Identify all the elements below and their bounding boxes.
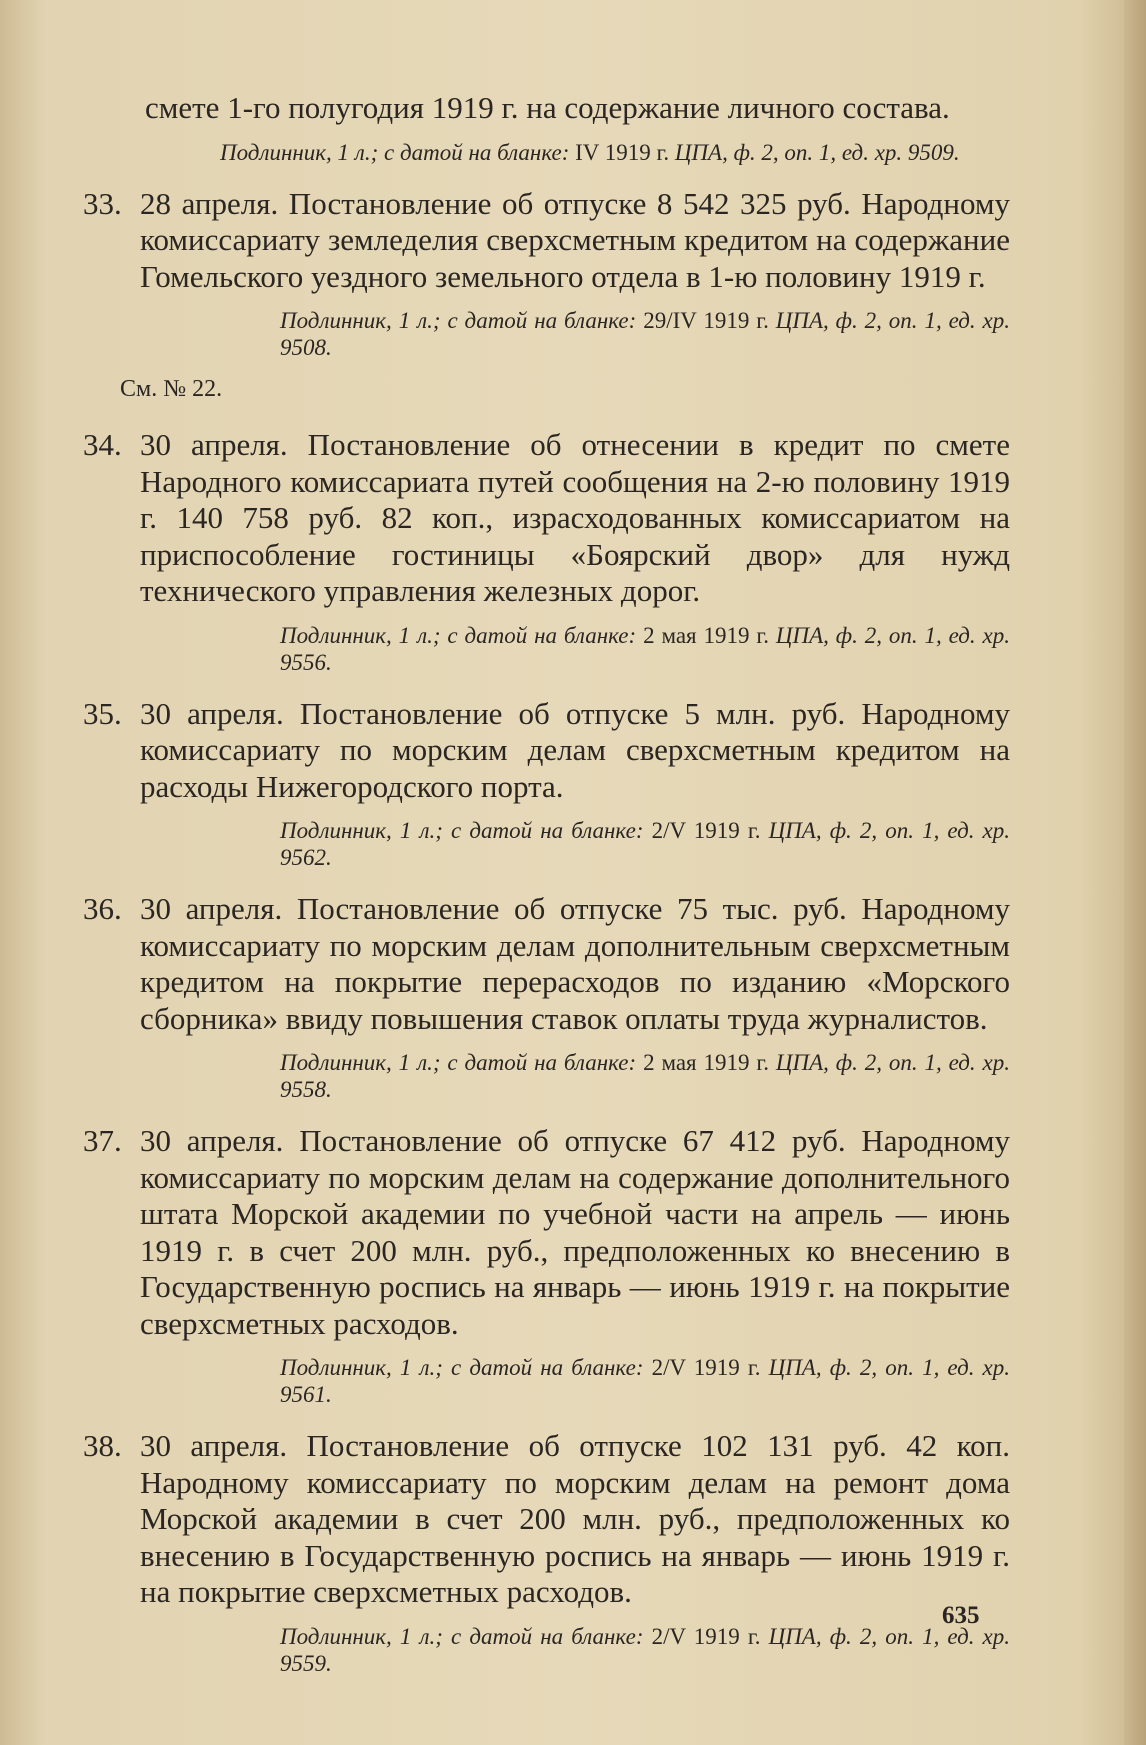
source-date: 2/V 1919 г.: [651, 1623, 761, 1649]
intro-text: смете 1-го полугодия 1919 г. на содержание личного состава.: [145, 90, 950, 125]
source-location: ЦПА, ф. 2, оп. 1, ед. хр. 9556.: [280, 622, 1011, 675]
entry-number: 38.: [83, 1428, 122, 1463]
source-prefix: Подлинник, 1 л.; с датой на бланке:: [280, 818, 644, 843]
source-location: ЦПА, ф. 2, оп. 1, ед. хр. 9509.: [674, 139, 960, 165]
entry-source: [140, 1354, 1010, 1408]
entry-text: 30 апреля. Постановление об отпуске 75 тыс. руб. Народному комиссариату по морским делам дополнительным сверхсметным кредитом на покрытие перерасходов по изданию «Морского сборника» ввиду повышения ставок оплаты труда журналистов.: [140, 891, 1010, 1036]
entry-text: 30 апреля. Постановление об отпуске 102 131 руб. 42 коп. Народному комиссариату по морским делам на ремонт дома Морской академии в счет 200 млн. руб., предположенных ко внесению в Государственную роспись на январь — июнь 1919 г. на покрытие сверхсметных расходов.: [140, 1428, 1010, 1609]
entry-number: 33.: [83, 185, 122, 221]
entry-source: [140, 1623, 1010, 1677]
source-prefix: Подлинник, 1 л.; с датой на бланке:: [280, 1623, 644, 1649]
source-date: 29/IV 1919 г.: [643, 308, 769, 333]
source-date: 2 мая 1919 г.: [643, 622, 769, 648]
entry-source: [140, 1049, 1010, 1103]
source-prefix: Подлинник, 1 л.; с датой на бланке:: [220, 139, 570, 165]
entry-text: 30 апреля. Постановление об отпуске 5 млн. руб. Народному комиссариату по морским делам сверхсметным кредитом на расходы Нижегородского порта.: [140, 695, 1010, 804]
source-prefix: Подлинник, 1 л.; с датой на бланке:: [280, 308, 637, 333]
entry-33: [80, 186, 1010, 362]
entry-text: 30 апреля. Постановление об отпуске 67 412 руб. Народному комиссариату по морским делам на содержание дополнительного штата Морской академии по учебной части на апрель — июнь 1919 г. в счет 200 млн. руб., предположенных ко внесению в Государственную роспись на январь — июнь 1919 г. на покрытие сверхсметных расходов.: [140, 1123, 1010, 1341]
source-date: 2 мая 1919 г.: [643, 1050, 769, 1075]
source-location: ЦПА, ф. 2, оп. 1, ед. хр. 9508.: [280, 308, 1010, 360]
intro-source: [80, 139, 1010, 166]
entry-number: 36.: [83, 891, 122, 926]
see-also-note: См. № 22.: [120, 376, 223, 402]
source-date: IV 1919 г.: [575, 139, 670, 165]
entry-number: 35.: [83, 695, 122, 731]
source-location: ЦПА, ф. 2, оп. 1, ед. хр. 9559.: [280, 1623, 1011, 1676]
intro-continuation: [80, 90, 1010, 166]
entry-35: [80, 696, 1010, 872]
source-location: ЦПА, ф. 2, оп. 1, ед. хр. 9562.: [280, 818, 1011, 870]
entry-34: [80, 427, 1010, 676]
entry-number: 34.: [83, 427, 122, 462]
entry-text: 30 апреля. Постановление об отнесении в кредит по смете Народного комиссариата путей сообщения на 2-ю половину 1919 г. 140 758 руб. 82 коп., израсходованных комиссариатом на приспособление гостиницы «Боярский двор» для нужд технического управления железных дорог.: [140, 427, 1010, 608]
source-date: 2/V 1919 г.: [651, 818, 761, 843]
source-location: ЦПА, ф. 2, оп. 1, ед. хр. 9558.: [280, 1050, 1011, 1102]
entry-37: [80, 1123, 1010, 1408]
source-prefix: Подлинник, 1 л.; с датой на бланке:: [280, 1050, 637, 1075]
page-edge: [1124, 0, 1146, 1745]
entry-text: 28 апреля. Постановление об отпуске 8 542 325 руб. Народному комиссариату земледелия сверхсметным кредитом на содержание Гомельского уездного земельного отдела в 1-ю половину 1919 г.: [140, 185, 1010, 294]
page-number: 635: [942, 1602, 980, 1629]
entry-number: 37.: [83, 1123, 122, 1158]
source-prefix: Подлинник, 1 л.; с датой на бланке:: [280, 1355, 644, 1380]
text-body: [80, 90, 1010, 1677]
entry-source: [140, 307, 1010, 361]
source-prefix: Подлинник, 1 л.; с датой на бланке:: [280, 622, 637, 648]
entry-source: [140, 817, 1010, 871]
entry-source: [140, 622, 1010, 676]
source-date: 2/V 1919 г.: [651, 1355, 761, 1380]
entry-36: [80, 891, 1010, 1103]
source-location: ЦПА, ф. 2, оп. 1, ед. хр. 9561.: [280, 1355, 1011, 1407]
entry-38: [80, 1428, 1010, 1677]
